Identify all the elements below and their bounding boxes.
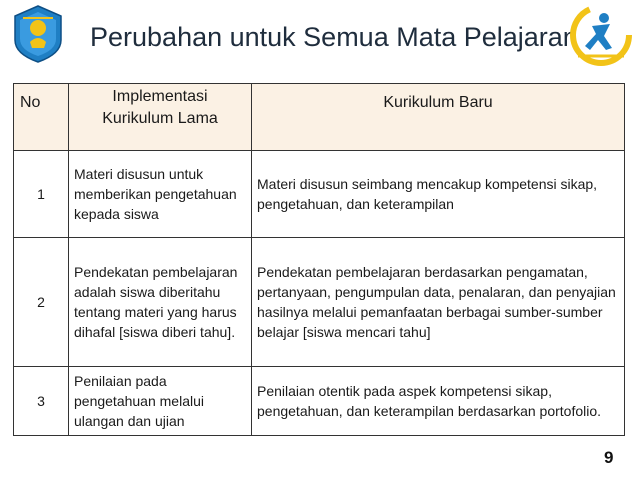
row-number: 3 [14,367,69,436]
row-number: 1 [14,151,69,238]
header-old-curriculum [69,84,252,151]
comparison-table [13,83,625,436]
new-curriculum-cell: Penilaian otentik pada aspek kompetensi sikap, pengetahuan, dan keterampilan berdasarkan portofolio. [252,367,625,436]
page-title: Perubahan untuk Semua Mata Pelajaran [90,22,578,52]
page-number: 9 [604,448,614,467]
old-curriculum-cell: Pendekatan pembelajaran adalah siswa diberitahu tentang materi yang harus dihafal [siswa diberi tahu]. [69,238,252,367]
table-header-row [14,84,625,151]
table-row [14,367,625,436]
new-curriculum-cell: Materi disusun seimbang mencakup kompetensi sikap, pengetahuan, dan keterampilan [252,151,625,238]
old-curriculum-cell: Materi disusun untuk memberikan pengetahuan kepada siswa [69,151,252,238]
old-curriculum-cell: Penilaian pada pengetahuan melalui ulangan dan ujian [69,367,252,436]
tut-wuri-handayani-emblem-icon [8,4,68,64]
header-no: No [14,84,69,151]
new-curriculum-cell: Pendekatan pembelajaran berdasarkan pengamatan, pertanyaan, pengumpulan data, penalaran, dan penyajian hasilnya melalui pemanfaatan berbagai sumber-sumber belajar [siswa mencari tahu] [252,238,625,367]
header-old-line2: Kurikulum Lama [102,110,218,127]
table-row [14,238,625,367]
header-new-curriculum: Kurikulum Baru [252,84,625,151]
slide-header [0,0,638,80]
curriculum-runner-logo-icon [570,4,632,66]
row-number: 2 [14,238,69,367]
header-old-line1: Implementasi [112,88,208,105]
table-row [14,151,625,238]
